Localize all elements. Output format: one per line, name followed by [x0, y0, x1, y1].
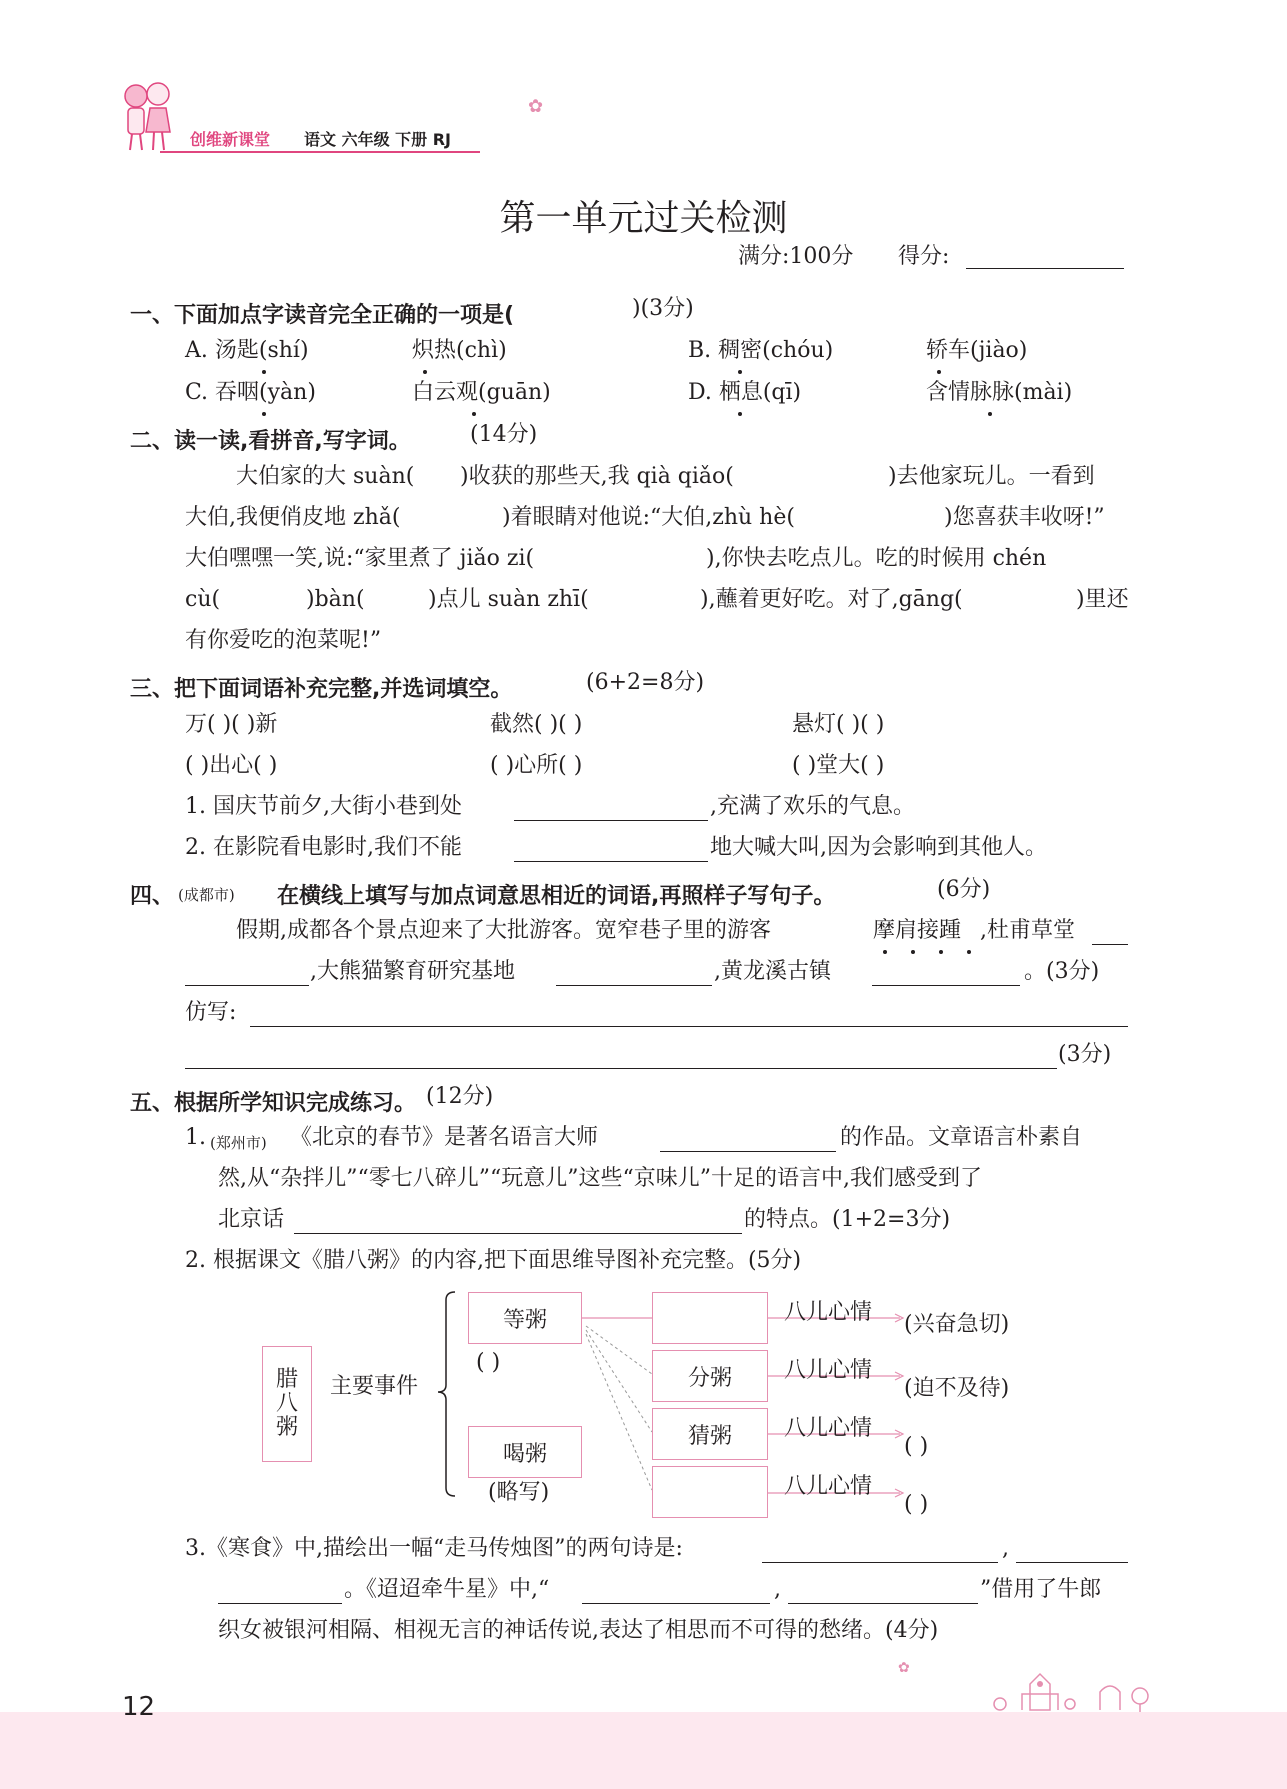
map-event1: [468, 1292, 582, 1344]
page-title: 第一单元过关检测: [499, 198, 788, 239]
q1-heading: 一、下面加点字读音完全正确的一项是(: [130, 303, 515, 328]
map-mood-label: 八儿心情: [784, 1358, 873, 1383]
q5-item1a: 《北京的春节》是著名语言大师: [290, 1125, 599, 1150]
q3-heading: 三、把下面词语补充完整,并选词填空。: [130, 677, 513, 702]
q2-line1c: )去他家玩儿。一看到: [888, 464, 1095, 489]
q5-item3-blank1[interactable]: [762, 1562, 998, 1563]
q3-word5[interactable]: ( )心所( ): [490, 753, 583, 778]
q4-para2b: ,黄龙溪古镇: [714, 959, 831, 984]
q4-num: 四、: [130, 884, 175, 909]
map-sub3: [652, 1408, 768, 1460]
q2-line4a: cù(: [185, 587, 221, 612]
q5-item1d: 北京话: [218, 1207, 285, 1232]
q5-item1e: 的特点。(1+2=3分): [744, 1207, 951, 1232]
q5-item3d: 织女被银河相隔、相视无言的神话传说,表达了相思而不可得的愁绪。(4分): [218, 1618, 939, 1643]
q5-item1c: 然,从“杂拌儿”“零七八碎儿”“玩意儿”这些“京味儿”十足的语言中,我们感受到了: [218, 1166, 982, 1191]
q2-line2a: 大伯,我便俏皮地 zhǎ(: [185, 505, 401, 530]
page-number: 12: [122, 1692, 156, 1722]
map-sub1-blank[interactable]: [652, 1292, 768, 1344]
q1-option-b[interactable]: B. 稠密(chóu): [688, 338, 834, 363]
q3-sentence2b: 地大喊大叫,因为会影响到其他人。: [710, 835, 1047, 860]
map-root: [262, 1346, 312, 1462]
header-book: 语文 六年级 下册 RJ: [304, 130, 451, 149]
map-mood2: (迫不及待): [904, 1376, 1010, 1401]
q1-heading-end: )(3分): [632, 296, 694, 321]
q5-item3-blank3[interactable]: [582, 1603, 770, 1604]
q2-line2c: )您喜获丰收呀!”: [944, 505, 1105, 530]
q4-para1b: ,杜甫草堂: [980, 918, 1075, 943]
q4-imitate-label: 仿写:: [185, 1000, 237, 1025]
map-event1-blank[interactable]: ( ): [476, 1350, 501, 1375]
q3-word1[interactable]: 万( )( )新: [185, 712, 278, 737]
header-flower-icon: ✿: [528, 96, 544, 117]
comma-mark: ,: [774, 1577, 781, 1602]
q1-option-a2: 炽热(chì): [412, 338, 507, 363]
svg-text:✿: ✿: [898, 1660, 910, 1676]
q5-item3c: ”借用了牛郎: [980, 1577, 1102, 1602]
q4-para2c: 。(3分): [1024, 959, 1100, 984]
q2-heading: 二、读一读,看拼音,写字词。: [130, 429, 411, 454]
castle-icon: [880, 1644, 1160, 1714]
q1-option-c[interactable]: C. 吞咽(yàn): [185, 380, 316, 405]
q5-item3b: 。《迢迢牵牛星》中,“: [344, 1577, 550, 1602]
q1-option-c2: 白云观(guān): [412, 380, 551, 405]
q5-item1b: 的作品。文章语言朴素自: [840, 1125, 1083, 1150]
map-mood1: (兴奋急切): [904, 1312, 1010, 1337]
map-root-char: 八: [275, 1390, 298, 1416]
q4-dotted-word: 摩肩接踵: [873, 918, 962, 943]
q5-item3a: 3.《寒食》中,描绘出一幅“走马传烛图”的两句诗是:: [185, 1536, 683, 1561]
q1-option-b2: 轿车(jiào): [926, 338, 1028, 363]
q4-score: (6分): [937, 877, 991, 902]
q2-line4d: ),蘸着更好吃。对了,gāng(: [700, 587, 963, 612]
q3-word4[interactable]: ( )出心( ): [185, 753, 278, 778]
map-mood4-blank[interactable]: ( ): [904, 1492, 929, 1517]
q2-line2b: )着眼睛对他说:“大伯,zhù hè(: [502, 505, 795, 530]
footer-band: [0, 1712, 1287, 1789]
q3-word2[interactable]: 截然( )( ): [490, 712, 583, 737]
q5-item3-blank4[interactable]: [788, 1603, 978, 1604]
q5-item2: 2. 根据课文《腊八粥》的内容,把下面思维导图补充完整。(5分): [185, 1248, 802, 1273]
map-sub4-blank[interactable]: [652, 1466, 768, 1518]
q3-sentence2a: 2. 在影院看电影时,我们不能: [185, 835, 462, 860]
map-sub3-label: 猜粥: [687, 1423, 732, 1449]
q2-line3a: 大伯嘿嘿一笑,说:“家里煮了 jiǎo zi(: [185, 546, 535, 571]
q3-word6[interactable]: ( )堂大( ): [792, 753, 885, 778]
q4-para1a: 假期,成都各个景点迎来了大批游客。宽窄巷子里的游客: [236, 918, 771, 943]
q5-item1-city: (郑州市): [210, 1134, 267, 1152]
q5-score: (12分): [426, 1084, 494, 1109]
map-root-char: 腊: [275, 1366, 298, 1392]
footer-illustration: [880, 1644, 1160, 1718]
q5-item3-blank2[interactable]: [1016, 1562, 1128, 1563]
map-main-event: 主要事件: [330, 1374, 419, 1399]
map-sub2-label: 分粥: [687, 1365, 732, 1391]
q3-word3[interactable]: 悬灯( )( ): [792, 712, 885, 737]
q4-city: (成都市): [178, 886, 235, 904]
q2-line1a: 大伯家的大 suàn(: [236, 464, 415, 489]
score-label: 得分:: [898, 244, 950, 269]
q4-para2a: ,大熊猫繁育研究基地: [310, 959, 515, 984]
header-brand: 创维新课堂: [190, 130, 271, 149]
comma-mark: ,: [1002, 1536, 1009, 1561]
q5-item3-blank2-cont[interactable]: [218, 1603, 342, 1604]
map-mood-label: 八儿心情: [784, 1300, 873, 1325]
q2-line3b: ),你快去吃点儿。吃的时候用 chén: [706, 546, 1047, 571]
q2-line4e: )里还: [1076, 587, 1129, 612]
q2-line1b: )收获的那些天,我 qià qiǎo(: [460, 464, 734, 489]
q1-option-d[interactable]: D. 栖息(qī): [688, 380, 802, 405]
map-event1-label: 等粥: [502, 1307, 547, 1333]
map-event2-label: 喝粥: [502, 1441, 547, 1467]
q5-heading: 五、根据所学知识完成练习。: [130, 1091, 417, 1116]
q2-line5: 有你爱吃的泡菜呢!”: [185, 628, 382, 653]
q4-heading: 在横线上填写与加点词意思相近的词语,再照样子写句子。: [277, 884, 836, 909]
q3-score: (6+2=8分): [586, 670, 705, 695]
q3-sentence1a: 1. 国庆节前夕,大街小巷到处: [185, 794, 462, 819]
map-sub2: [652, 1350, 768, 1402]
q1-option-d2: 含情脉脉(mài): [926, 380, 1073, 405]
q2-line4b: )bàn(: [306, 587, 365, 612]
q2-score: (14分): [470, 422, 538, 447]
q4-imitate-score: (3分): [1058, 1042, 1112, 1067]
map-event2: [468, 1426, 582, 1478]
map-mood3-blank[interactable]: ( ): [904, 1434, 929, 1459]
map-mood-label: 八儿心情: [784, 1474, 873, 1499]
map-mood-label: 八儿心情: [784, 1416, 873, 1441]
map-root-char: 粥: [275, 1415, 298, 1441]
q2-line4c: )点儿 suàn zhī(: [428, 587, 589, 612]
full-score: 满分:100分: [738, 244, 854, 269]
q3-sentence1b: ,充满了欢乐的气息。: [710, 794, 915, 819]
q1-option-a[interactable]: A. 汤匙(shí): [185, 338, 309, 363]
q5-item1-num: 1.: [185, 1125, 206, 1150]
map-event2-note: (略写): [488, 1480, 550, 1505]
